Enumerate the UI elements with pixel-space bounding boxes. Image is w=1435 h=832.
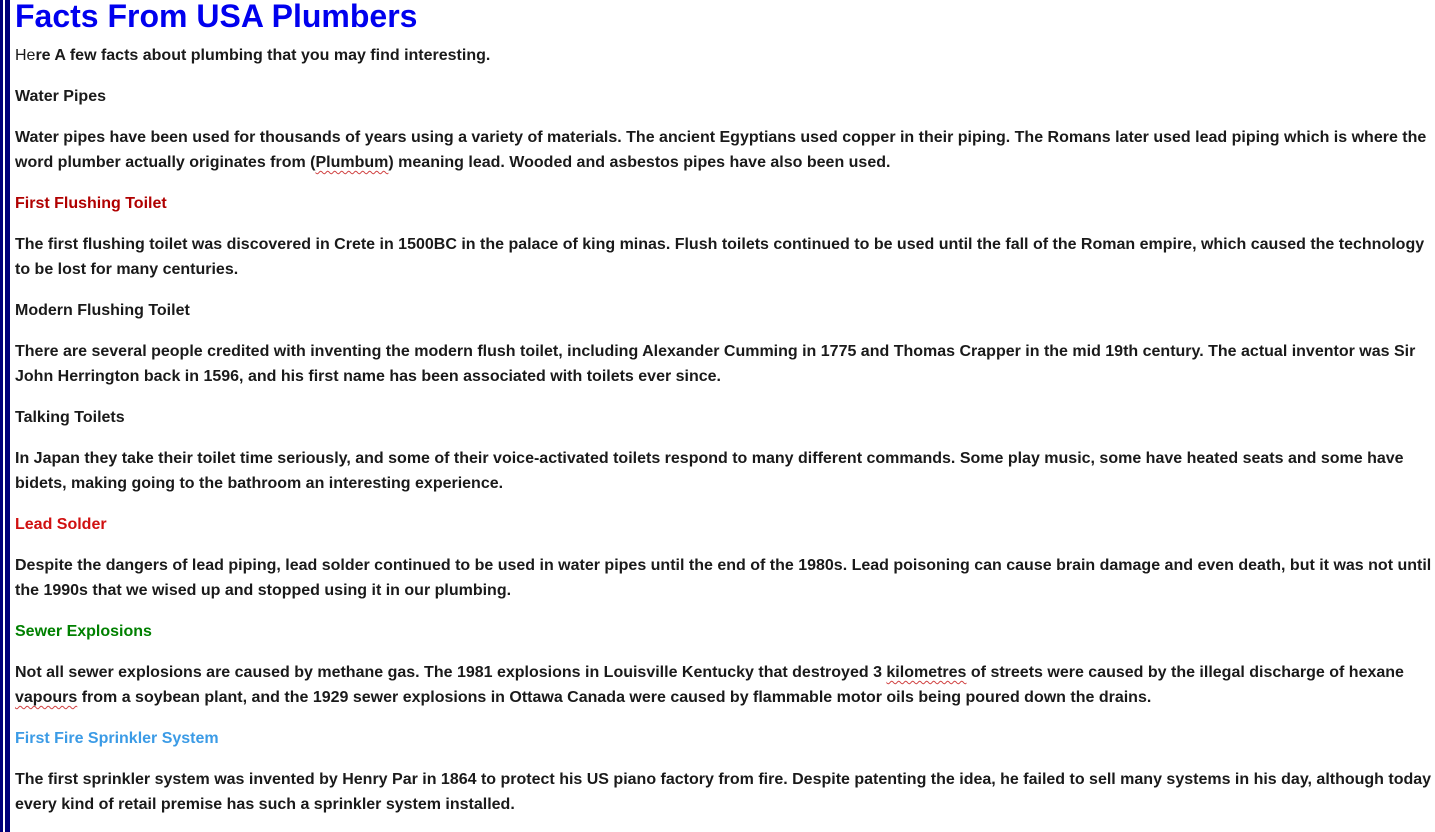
spellcheck-word[interactable]: vapours	[15, 689, 78, 706]
intro-text-rest: re A few facts about plumbing that you may find interesting.	[35, 47, 491, 64]
section-heading-talking-toilets: Talking Toilets	[15, 409, 125, 426]
section-heading-sewer-explosions: Sewer Explosions	[15, 623, 152, 640]
section-body-water-pipes	[15, 125, 1433, 175]
spellcheck-word[interactable]: kilometres	[886, 664, 967, 681]
body-text-segment: of streets were caused by the illegal discharge of hexane	[966, 664, 1404, 681]
page-title: Facts From USA Plumbers	[15, 0, 418, 34]
section-body-modern-flushing-toilet: There are several people credited with inventing the modern flush toilet, including Alexander Cumming in 1775 and Thomas Crapper in the mid 19th century. The actual inventor was Sir John Herrington back in 1596, and his first name has been associated with toilets ever since.	[15, 343, 1416, 385]
section-heading-lead-solder: Lead Solder	[15, 516, 107, 533]
section-body-sewer-explosions	[15, 660, 1433, 710]
section-body-lead-solder: Despite the dangers of lead piping, lead solder continued to be used in water pipes until the end of the 1980s. Lead poisoning can cause brain damage and even death, but it was not until the 1990s that we wised up and stopped using it in our plumbing.	[15, 557, 1432, 599]
body-text-segment: Not all sewer explosions are caused by methane gas. The 1981 explosions in Louisville Kentucky that destroyed 3	[15, 664, 887, 681]
left-border-rule	[0, 0, 10, 832]
spellcheck-word[interactable]: Plumbum	[315, 154, 389, 171]
body-text-segment: ) meaning lead. Wooded and asbestos pipes have also been used.	[388, 154, 891, 171]
intro-paragraph	[15, 43, 1433, 68]
intro-text-start: He	[15, 47, 36, 64]
section-body-first-fire-sprinkler-system: The first sprinkler system was invented by Henry Par in 1864 to protect his US piano factory from fire. Despite patenting the idea, he failed to sell many systems in his day, although today every kind of retail premise has such a sprinkler system installed.	[15, 771, 1432, 813]
section-heading-first-flushing-toilet: First Flushing Toilet	[15, 195, 167, 212]
section-heading-first-fire-sprinkler-system: First Fire Sprinkler System	[15, 730, 219, 747]
body-text-segment: from a soybean plant, and the 1929 sewer explosions in Ottawa Canada were caused by flammable motor oils being poured down the drains.	[77, 689, 1152, 706]
body-text-segment: Water pipes have been used for thousands of years using a variety of materials. The ancient Egyptians used copper in their piping. The Romans later used lead piping which is where the word plumber actually originates from (	[15, 129, 1427, 171]
section-heading-water-pipes: Water Pipes	[15, 88, 106, 105]
section-body-first-flushing-toilet: The first flushing toilet was discovered in Crete in 1500BC in the palace of king minas. Flush toilets continued to be used until the fall of the Roman empire, which caused the technology to be lost for many centuries.	[15, 236, 1425, 278]
section-heading-modern-flushing-toilet: Modern Flushing Toilet	[15, 302, 190, 319]
section-body-talking-toilets: In Japan they take their toilet time seriously, and some of their voice-activated toilets respond to many different commands. Some play music, some have heated seats and some have bidets, making going to the bathroom an interesting experience.	[15, 450, 1404, 492]
document-body	[15, 0, 1433, 817]
